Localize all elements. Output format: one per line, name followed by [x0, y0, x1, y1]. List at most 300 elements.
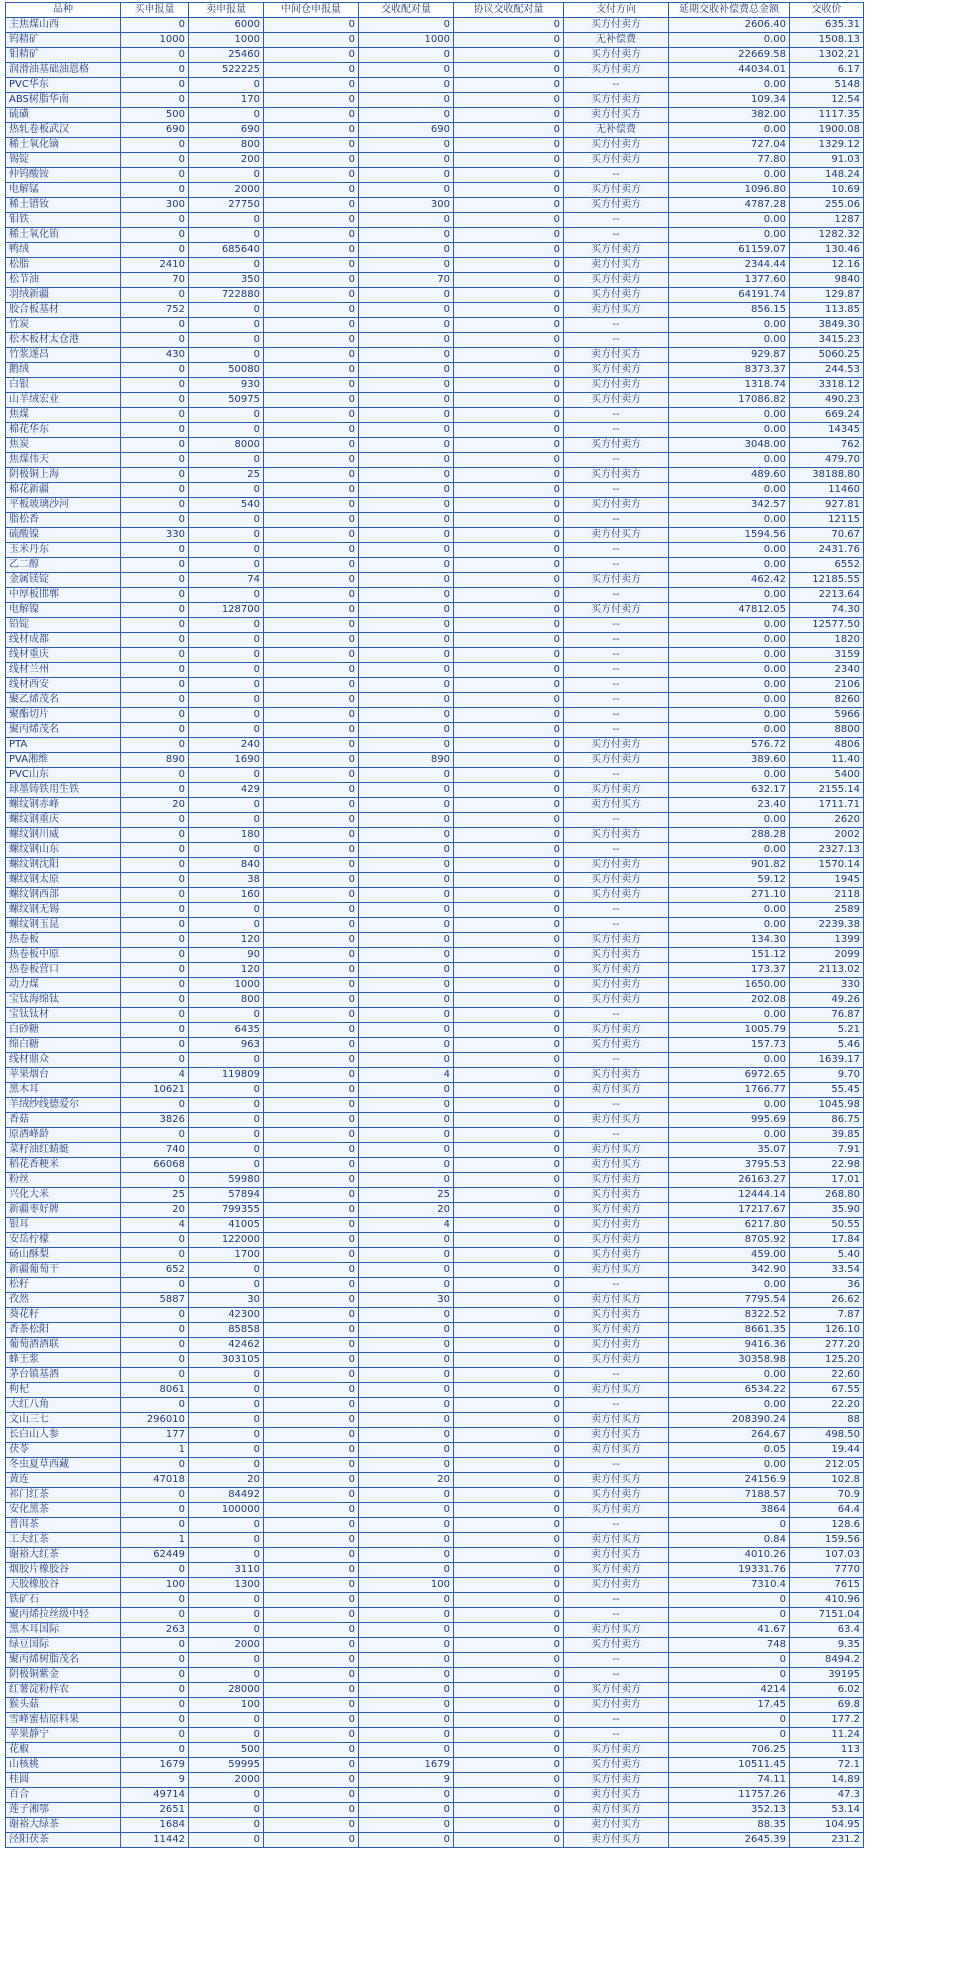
- cell-payment-direction: 买方付卖方: [564, 573, 669, 588]
- cell-payment-direction: 卖方付买方: [564, 348, 669, 363]
- cell-variety: 宝钛海绵钛: [6, 993, 121, 1008]
- cell-compensation-total: 352.13: [669, 1803, 790, 1818]
- cell-buy-declared: 9: [121, 1773, 189, 1788]
- cell-compensation-total: 0: [669, 1593, 790, 1608]
- cell-buy-declared: 0: [121, 558, 189, 573]
- cell-intermediate-declared: 0: [264, 498, 359, 513]
- cell-settlement-price: 1117.35: [790, 108, 864, 123]
- cell-variety: 蜂王浆: [6, 1353, 121, 1368]
- cell-payment-direction: 买方付卖方: [564, 468, 669, 483]
- cell-intermediate-declared: 0: [264, 408, 359, 423]
- cell-settlement-price: 2113.02: [790, 963, 864, 978]
- cell-settlement-price: 14345: [790, 423, 864, 438]
- cell-agreement-matched-volume: 0: [454, 438, 564, 453]
- cell-matched-volume: 0: [359, 603, 454, 618]
- cell-variety: 茯苓: [6, 1443, 121, 1458]
- cell-settlement-price: 53.14: [790, 1803, 864, 1818]
- cell-buy-declared: 49714: [121, 1788, 189, 1803]
- cell-matched-volume: 0: [359, 648, 454, 663]
- cell-settlement-price: 5.46: [790, 1038, 864, 1053]
- cell-sell-declared: 42462: [189, 1338, 264, 1353]
- cell-agreement-matched-volume: 0: [454, 1668, 564, 1683]
- cell-agreement-matched-volume: 0: [454, 1533, 564, 1548]
- cell-buy-declared: 0: [121, 513, 189, 528]
- cell-agreement-matched-volume: 0: [454, 18, 564, 33]
- table-row: [6, 1398, 864, 1413]
- cell-buy-declared: 0: [121, 1608, 189, 1623]
- cell-compensation-total: 11757.26: [669, 1788, 790, 1803]
- cell-intermediate-declared: 0: [264, 1203, 359, 1218]
- table-body: [6, 3, 864, 1848]
- cell-variety: PTA: [6, 738, 121, 753]
- cell-payment-direction: --: [564, 1398, 669, 1413]
- cell-compensation-total: 342.90: [669, 1263, 790, 1278]
- table-row: [6, 168, 864, 183]
- cell-intermediate-declared: 0: [264, 723, 359, 738]
- cell-buy-declared: 0: [121, 678, 189, 693]
- cell-intermediate-declared: 0: [264, 1458, 359, 1473]
- cell-settlement-price: 762: [790, 438, 864, 453]
- cell-buy-declared: 0: [121, 693, 189, 708]
- cell-matched-volume: 0: [359, 528, 454, 543]
- table-row: [6, 1233, 864, 1248]
- cell-payment-direction: 买方付卖方: [564, 783, 669, 798]
- table-row: [6, 978, 864, 993]
- cell-buy-declared: 0: [121, 1683, 189, 1698]
- cell-buy-declared: 0: [121, 483, 189, 498]
- cell-compensation-total: 8322.52: [669, 1308, 790, 1323]
- cell-intermediate-declared: 0: [264, 303, 359, 318]
- cell-buy-declared: 0: [121, 468, 189, 483]
- cell-matched-volume: 0: [359, 1638, 454, 1653]
- cell-matched-volume: 0: [359, 1233, 454, 1248]
- cell-payment-direction: 卖方付买方: [564, 1263, 669, 1278]
- cell-sell-declared: 690: [189, 123, 264, 138]
- cell-compensation-total: 6534.22: [669, 1383, 790, 1398]
- cell-sell-declared: 57894: [189, 1188, 264, 1203]
- cell-sell-declared: 2000: [189, 1773, 264, 1788]
- cell-payment-direction: 卖方付买方: [564, 1293, 669, 1308]
- cell-compensation-total: 3795.53: [669, 1158, 790, 1173]
- cell-matched-volume: 0: [359, 1698, 454, 1713]
- cell-variety: 雪峰蜜桔原料果: [6, 1713, 121, 1728]
- cell-payment-direction: --: [564, 618, 669, 633]
- cell-compensation-total: 0.00: [669, 648, 790, 663]
- cell-buy-declared: 0: [121, 618, 189, 633]
- cell-variety: 竹浆遂昌: [6, 348, 121, 363]
- table-row: [6, 483, 864, 498]
- cell-settlement-price: 177.2: [790, 1713, 864, 1728]
- cell-agreement-matched-volume: 0: [454, 1698, 564, 1713]
- cell-sell-declared: 30: [189, 1293, 264, 1308]
- cell-agreement-matched-volume: 0: [454, 1503, 564, 1518]
- cell-sell-declared: 2000: [189, 1638, 264, 1653]
- table-row: [6, 1188, 864, 1203]
- cell-sell-declared: 0: [189, 1713, 264, 1728]
- cell-agreement-matched-volume: 0: [454, 1428, 564, 1443]
- table-row: [6, 1473, 864, 1488]
- cell-agreement-matched-volume: 0: [454, 1218, 564, 1233]
- cell-sell-declared: 0: [189, 798, 264, 813]
- cell-matched-volume: 0: [359, 768, 454, 783]
- cell-buy-declared: 0: [121, 708, 189, 723]
- table-row: [6, 1203, 864, 1218]
- table-row: [6, 18, 864, 33]
- cell-agreement-matched-volume: 0: [454, 1203, 564, 1218]
- cell-settlement-price: 9840: [790, 273, 864, 288]
- cell-settlement-price: 2620: [790, 813, 864, 828]
- table-row: [6, 333, 864, 348]
- cell-buy-declared: 0: [121, 1173, 189, 1188]
- cell-agreement-matched-volume: 0: [454, 1278, 564, 1293]
- cell-matched-volume: 0: [359, 1563, 454, 1578]
- cell-matched-volume: 0: [359, 1338, 454, 1353]
- cell-variety: 黄连: [6, 1473, 121, 1488]
- cell-variety: 大红八角: [6, 1398, 121, 1413]
- cell-payment-direction: 买方付卖方: [564, 1038, 669, 1053]
- cell-agreement-matched-volume: 0: [454, 933, 564, 948]
- cell-settlement-price: 490.23: [790, 393, 864, 408]
- cell-intermediate-declared: 0: [264, 933, 359, 948]
- cell-agreement-matched-volume: 0: [454, 963, 564, 978]
- cell-matched-volume: 0: [359, 513, 454, 528]
- cell-intermediate-declared: 0: [264, 1188, 359, 1203]
- cell-sell-declared: 128700: [189, 603, 264, 618]
- table-row: [6, 438, 864, 453]
- cell-agreement-matched-volume: 0: [454, 408, 564, 423]
- cell-variety: 螺纹钢太原: [6, 873, 121, 888]
- table-row: [6, 738, 864, 753]
- cell-matched-volume: 0: [359, 453, 454, 468]
- cell-sell-declared: 0: [189, 1368, 264, 1383]
- cell-buy-declared: 20: [121, 1203, 189, 1218]
- table-row: [6, 93, 864, 108]
- cell-buy-declared: 0: [121, 978, 189, 993]
- cell-variety: 棉花新疆: [6, 483, 121, 498]
- cell-payment-direction: --: [564, 483, 669, 498]
- cell-settlement-price: 12577.50: [790, 618, 864, 633]
- cell-sell-declared: 0: [189, 558, 264, 573]
- cell-intermediate-declared: 0: [264, 153, 359, 168]
- cell-compensation-total: 6217.80: [669, 1218, 790, 1233]
- cell-variety: 粉丝: [6, 1173, 121, 1188]
- cell-sell-declared: 685640: [189, 243, 264, 258]
- cell-settlement-price: 49.26: [790, 993, 864, 1008]
- cell-variety: 螺纹钢沈阳: [6, 858, 121, 873]
- cell-settlement-price: 479.70: [790, 453, 864, 468]
- cell-variety: 泾阳茯茶: [6, 1833, 121, 1848]
- cell-intermediate-declared: 0: [264, 1443, 359, 1458]
- cell-matched-volume: 0: [359, 1053, 454, 1068]
- cell-settlement-price: 1900.08: [790, 123, 864, 138]
- cell-intermediate-declared: 0: [264, 888, 359, 903]
- cell-settlement-price: 19.44: [790, 1443, 864, 1458]
- cell-intermediate-declared: 0: [264, 363, 359, 378]
- cell-sell-declared: 0: [189, 1818, 264, 1833]
- cell-sell-declared: 2000: [189, 183, 264, 198]
- cell-intermediate-declared: 0: [264, 1368, 359, 1383]
- cell-variety: 竹炭: [6, 318, 121, 333]
- cell-intermediate-declared: 0: [264, 1038, 359, 1053]
- cell-intermediate-declared: 0: [264, 1608, 359, 1623]
- cell-settlement-price: 7.91: [790, 1143, 864, 1158]
- cell-settlement-price: 10.69: [790, 183, 864, 198]
- cell-buy-declared: 0: [121, 1398, 189, 1413]
- cell-compensation-total: 342.57: [669, 498, 790, 513]
- cell-payment-direction: --: [564, 78, 669, 93]
- cell-settlement-price: 113: [790, 1743, 864, 1758]
- cell-matched-volume: 0: [359, 1713, 454, 1728]
- cell-variety: 玉米丹东: [6, 543, 121, 558]
- cell-intermediate-declared: 0: [264, 978, 359, 993]
- cell-agreement-matched-volume: 0: [454, 378, 564, 393]
- cell-variety: 天胶橡胶谷: [6, 1578, 121, 1593]
- cell-matched-volume: 0: [359, 933, 454, 948]
- cell-matched-volume: 0: [359, 1833, 454, 1848]
- cell-buy-declared: 0: [121, 1008, 189, 1023]
- cell-settlement-price: 159.56: [790, 1533, 864, 1548]
- cell-agreement-matched-volume: 0: [454, 888, 564, 903]
- cell-payment-direction: 买方付卖方: [564, 1173, 669, 1188]
- cell-buy-declared: 0: [121, 333, 189, 348]
- table-row: [6, 1413, 864, 1428]
- cell-variety: 聚乙烯茂名: [6, 693, 121, 708]
- cell-buy-declared: 0: [121, 783, 189, 798]
- cell-variety: 香菇: [6, 1113, 121, 1128]
- cell-agreement-matched-volume: 0: [454, 453, 564, 468]
- cell-matched-volume: 0: [359, 48, 454, 63]
- table-row: [6, 1008, 864, 1023]
- cell-sell-declared: 0: [189, 213, 264, 228]
- cell-buy-declared: 0: [121, 1563, 189, 1578]
- cell-compensation-total: 157.73: [669, 1038, 790, 1053]
- cell-payment-direction: 买方付卖方: [564, 1308, 669, 1323]
- cell-compensation-total: 462.42: [669, 573, 790, 588]
- cell-agreement-matched-volume: 0: [454, 768, 564, 783]
- cell-compensation-total: 0.00: [669, 1278, 790, 1293]
- cell-buy-declared: 0: [121, 1458, 189, 1473]
- cell-variety: 白银: [6, 378, 121, 393]
- cell-sell-declared: 0: [189, 723, 264, 738]
- cell-buy-declared: 0: [121, 408, 189, 423]
- cell-intermediate-declared: 0: [264, 1788, 359, 1803]
- cell-buy-declared: 0: [121, 1248, 189, 1263]
- cell-payment-direction: --: [564, 1008, 669, 1023]
- cell-matched-volume: 0: [359, 798, 454, 813]
- cell-matched-volume: 0: [359, 1533, 454, 1548]
- cell-agreement-matched-volume: 0: [454, 138, 564, 153]
- cell-matched-volume: 1000: [359, 33, 454, 48]
- cell-compensation-total: 6972.65: [669, 1068, 790, 1083]
- cell-agreement-matched-volume: 0: [454, 303, 564, 318]
- cell-matched-volume: 0: [359, 153, 454, 168]
- cell-agreement-matched-volume: 0: [454, 48, 564, 63]
- cell-variety: 锡锭: [6, 153, 121, 168]
- cell-buy-declared: 0: [121, 1278, 189, 1293]
- cell-matched-volume: 20: [359, 1473, 454, 1488]
- cell-buy-declared: 0: [121, 1233, 189, 1248]
- cell-buy-declared: 0: [121, 1488, 189, 1503]
- cell-settlement-price: 104.95: [790, 1818, 864, 1833]
- cell-sell-declared: 1700: [189, 1248, 264, 1263]
- cell-matched-volume: 300: [359, 198, 454, 213]
- cell-sell-declared: 0: [189, 1623, 264, 1638]
- cell-settlement-price: 5966: [790, 708, 864, 723]
- cell-settlement-price: 498.50: [790, 1428, 864, 1443]
- cell-intermediate-declared: 0: [264, 1713, 359, 1728]
- cell-settlement-price: 86.75: [790, 1113, 864, 1128]
- cell-agreement-matched-volume: 0: [454, 1143, 564, 1158]
- cell-sell-declared: 100000: [189, 1503, 264, 1518]
- cell-agreement-matched-volume: 0: [454, 978, 564, 993]
- cell-buy-declared: 0: [121, 1728, 189, 1743]
- cell-settlement-price: 88: [790, 1413, 864, 1428]
- cell-sell-declared: 50975: [189, 393, 264, 408]
- cell-variety: PVC山东: [6, 768, 121, 783]
- cell-buy-declared: 740: [121, 1143, 189, 1158]
- cell-sell-declared: 0: [189, 1833, 264, 1848]
- cell-intermediate-declared: 0: [264, 333, 359, 348]
- cell-variety: 枸杞: [6, 1383, 121, 1398]
- cell-buy-declared: 0: [121, 573, 189, 588]
- cell-agreement-matched-volume: 0: [454, 1383, 564, 1398]
- cell-matched-volume: 0: [359, 693, 454, 708]
- cell-payment-direction: 买方付卖方: [564, 1578, 669, 1593]
- cell-sell-declared: 0: [189, 258, 264, 273]
- cell-sell-declared: 42300: [189, 1308, 264, 1323]
- cell-compensation-total: 0.00: [669, 678, 790, 693]
- cell-payment-direction: --: [564, 633, 669, 648]
- cell-payment-direction: --: [564, 543, 669, 558]
- table-row: [6, 123, 864, 138]
- cell-settlement-price: 5060.25: [790, 348, 864, 363]
- cell-variety: 线材鼎众: [6, 1053, 121, 1068]
- cell-payment-direction: 买方付卖方: [564, 1338, 669, 1353]
- cell-sell-declared: 25: [189, 468, 264, 483]
- cell-agreement-matched-volume: 0: [454, 603, 564, 618]
- cell-sell-declared: 0: [189, 633, 264, 648]
- cell-buy-declared: 0: [121, 873, 189, 888]
- cell-sell-declared: 0: [189, 228, 264, 243]
- cell-compensation-total: 0.00: [669, 918, 790, 933]
- table-row: [6, 453, 864, 468]
- cell-intermediate-declared: 0: [264, 1278, 359, 1293]
- cell-sell-declared: 170: [189, 93, 264, 108]
- cell-intermediate-declared: 0: [264, 738, 359, 753]
- cell-sell-declared: 85858: [189, 1323, 264, 1338]
- cell-variety: 长白山人参: [6, 1428, 121, 1443]
- cell-buy-declared: 690: [121, 123, 189, 138]
- cell-variety: 红薯淀粉梓农: [6, 1683, 121, 1698]
- cell-payment-direction: 买方付卖方: [564, 888, 669, 903]
- cell-sell-declared: 500: [189, 1743, 264, 1758]
- table-row: [6, 1053, 864, 1068]
- cell-settlement-price: 11.24: [790, 1728, 864, 1743]
- cell-matched-volume: 0: [359, 1503, 454, 1518]
- cell-compensation-total: 0.00: [669, 228, 790, 243]
- cell-matched-volume: 30: [359, 1293, 454, 1308]
- cell-intermediate-declared: 0: [264, 993, 359, 1008]
- cell-payment-direction: 买方付卖方: [564, 753, 669, 768]
- cell-payment-direction: 买方付卖方: [564, 288, 669, 303]
- cell-agreement-matched-volume: 0: [454, 1188, 564, 1203]
- cell-buy-declared: 296010: [121, 1413, 189, 1428]
- table-row: [6, 663, 864, 678]
- cell-sell-declared: 0: [189, 1728, 264, 1743]
- cell-sell-declared: 0: [189, 1593, 264, 1608]
- table-row: [6, 1083, 864, 1098]
- cell-payment-direction: 买方付卖方: [564, 738, 669, 753]
- table-row: [6, 1653, 864, 1668]
- cell-intermediate-declared: 0: [264, 1533, 359, 1548]
- cell-agreement-matched-volume: 0: [454, 243, 564, 258]
- cell-variety: 稻花香粳米: [6, 1158, 121, 1173]
- cell-settlement-price: 5.21: [790, 1023, 864, 1038]
- header-buy-declared: 买申报量: [121, 3, 189, 18]
- cell-matched-volume: 0: [359, 1428, 454, 1443]
- table-row: [6, 1788, 864, 1803]
- table-row: [6, 783, 864, 798]
- cell-sell-declared: 522225: [189, 63, 264, 78]
- cell-agreement-matched-volume: 0: [454, 108, 564, 123]
- cell-variety: 聚酯切片: [6, 708, 121, 723]
- cell-variety: 硫酸镍: [6, 528, 121, 543]
- cell-settlement-price: 1287: [790, 213, 864, 228]
- cell-agreement-matched-volume: 0: [454, 1563, 564, 1578]
- table-row: [6, 1293, 864, 1308]
- cell-agreement-matched-volume: 0: [454, 168, 564, 183]
- cell-buy-declared: 2410: [121, 258, 189, 273]
- cell-buy-declared: 20: [121, 798, 189, 813]
- cell-variety: 原酒峰龄: [6, 1128, 121, 1143]
- cell-intermediate-declared: 0: [264, 618, 359, 633]
- cell-sell-declared: 0: [189, 1008, 264, 1023]
- cell-buy-declared: 0: [121, 438, 189, 453]
- header-compensation-total: 延期交收补偿费总金额: [669, 3, 790, 18]
- cell-settlement-price: 22.98: [790, 1158, 864, 1173]
- cell-settlement-price: 7770: [790, 1563, 864, 1578]
- table-row: [6, 1818, 864, 1833]
- cell-variety: 球墨铸铁用生铁: [6, 783, 121, 798]
- cell-intermediate-declared: 0: [264, 528, 359, 543]
- cell-settlement-price: 113.85: [790, 303, 864, 318]
- cell-payment-direction: --: [564, 423, 669, 438]
- cell-payment-direction: 无补偿费: [564, 123, 669, 138]
- cell-payment-direction: 买方付卖方: [564, 873, 669, 888]
- cell-sell-declared: 0: [189, 543, 264, 558]
- cell-agreement-matched-volume: 0: [454, 513, 564, 528]
- cell-sell-declared: 0: [189, 1608, 264, 1623]
- cell-agreement-matched-volume: 0: [454, 1473, 564, 1488]
- cell-buy-declared: 0: [121, 393, 189, 408]
- cell-sell-declared: 25460: [189, 48, 264, 63]
- header-matched-volume: 交收配对量: [359, 3, 454, 18]
- cell-sell-declared: 0: [189, 1083, 264, 1098]
- cell-intermediate-declared: 0: [264, 378, 359, 393]
- cell-sell-declared: 120: [189, 963, 264, 978]
- cell-compensation-total: 0.00: [669, 768, 790, 783]
- cell-intermediate-declared: 0: [264, 963, 359, 978]
- cell-payment-direction: 买方付卖方: [564, 273, 669, 288]
- cell-agreement-matched-volume: 0: [454, 1578, 564, 1593]
- cell-intermediate-declared: 0: [264, 798, 359, 813]
- table-row: [6, 558, 864, 573]
- cell-matched-volume: 0: [359, 678, 454, 693]
- cell-payment-direction: 卖方付买方: [564, 1158, 669, 1173]
- cell-settlement-price: 2213.64: [790, 588, 864, 603]
- cell-intermediate-declared: 0: [264, 1503, 359, 1518]
- cell-sell-declared: 840: [189, 858, 264, 873]
